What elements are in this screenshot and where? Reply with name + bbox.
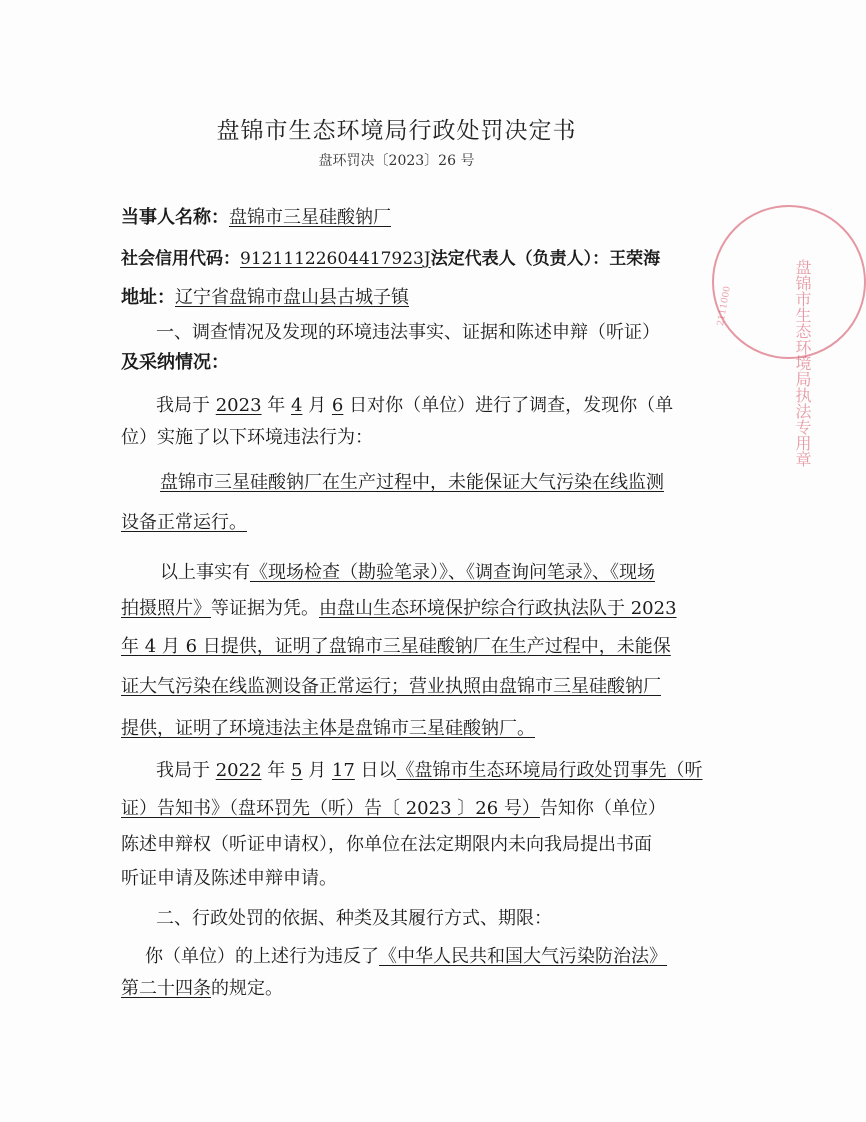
text-segment: 年 xyxy=(261,760,291,781)
legal-rep-label: 法定代表人（负责人）： xyxy=(430,249,610,269)
text-segment: 年 xyxy=(261,395,291,416)
address-line xyxy=(121,285,409,311)
notice-line2 xyxy=(121,796,666,822)
notice-day: 17 xyxy=(331,760,355,781)
evidence-line4: 证大气污染在线监测设备正常运行；营业执照由盘锦市三星硅酸钠厂 xyxy=(121,676,661,697)
investigation-line2: 位）实施了以下环境违法行为： xyxy=(121,427,373,448)
section2-tail: 的规定。 xyxy=(211,978,283,999)
evidence-prefix: 以上事实有 xyxy=(160,562,250,583)
notice-month: 5 xyxy=(291,760,303,781)
seal-text: 盘锦市生态环境局执法专用章 xyxy=(793,259,812,467)
official-seal xyxy=(712,205,866,467)
section1-heading-line1: 一、调查情况及发现的环境违法事实、证据和陈述申辩（听证） xyxy=(156,322,660,343)
notice-ref: （盘环罚先（听）告〔 2023 〕26 号） xyxy=(229,798,540,819)
text-segment: 日以 xyxy=(354,760,397,781)
credit-code-label: 社会信用代码： xyxy=(121,249,240,269)
text-segment: 我局于 xyxy=(156,760,216,781)
text-segment: 日对你（单位）进行了调查，发现你（单 xyxy=(343,395,674,416)
party-name-label: 当事人名称： xyxy=(121,207,229,228)
evidence-line3: 年 4 月 6 日提供，证明了盘锦市三星硅酸钠厂在生产过程中，未能保 xyxy=(121,636,671,657)
evidence-docs: 《现场检查（勘验笔录）》、《调查询问笔录》、《现场 xyxy=(250,562,655,583)
section1-heading xyxy=(156,320,660,346)
section2-line1 xyxy=(145,944,667,970)
section1-heading-line2: 及采纳情况： xyxy=(121,352,229,373)
investigation-line1 xyxy=(156,393,673,419)
credit-code: 91211122604417923J xyxy=(240,249,431,269)
party-name-line xyxy=(121,205,391,231)
address: 辽宁省盘锦市盘山县古城子镇 xyxy=(175,287,409,308)
text-segment: 月 xyxy=(302,760,332,781)
section2-heading: 二、行政处罚的依据、种类及其履行方式、期限： xyxy=(156,908,552,929)
investigation-day: 6 xyxy=(331,395,344,416)
credit-code-line xyxy=(121,246,660,272)
evidence-provider: 由盘山生态环境保护综合行政执法队于 2023 xyxy=(319,598,677,619)
notice-line3: 陈述申辩权（听证申请权），你单位在法定期限内未向我局提出书面 xyxy=(121,834,652,855)
legal-rep: 王荣海 xyxy=(609,249,661,269)
text-segment: 我局于 xyxy=(156,395,216,416)
violation-line1: 盘锦市三星硅酸钠厂在生产过程中，未能保证大气污染在线监测 xyxy=(160,472,664,493)
evidence-mid: 等证据为凭。 xyxy=(211,598,319,619)
document-number: 盘环罚决〔2023〕26 号 xyxy=(318,153,475,169)
investigation-month: 4 xyxy=(291,395,303,416)
evidence-line2 xyxy=(121,596,677,622)
evidence-line1 xyxy=(160,560,655,586)
notice-doc: 《盘锦市生态环境局行政处罚事先（听 xyxy=(396,760,703,781)
evidence-docs2: 拍摄照片》 xyxy=(121,598,211,619)
seal-number: 2111000 xyxy=(716,285,733,327)
investigation-year: 2023 xyxy=(215,395,262,416)
section2-text: 你（单位）的上述行为违反了 xyxy=(145,946,379,967)
notice-doc-tail: 证）告知书》 xyxy=(121,798,229,819)
section2-line2 xyxy=(121,976,283,1002)
evidence-line5: 提供，证明了环境违法主体是盘锦市三星硅酸钠厂。 xyxy=(121,718,535,739)
law-article: 第二十四条 xyxy=(121,978,211,999)
address-label: 地址： xyxy=(121,287,175,308)
notice-year: 2022 xyxy=(215,760,262,781)
law-name: 《中华人民共和国大气污染防治法》 xyxy=(379,946,667,967)
violation-line2: 设备正常运行。 xyxy=(121,512,247,533)
text-segment: 月 xyxy=(302,395,332,416)
document-title: 盘锦市生态环境局行政处罚决定书 xyxy=(216,118,577,144)
notice-tail: 告知你（单位） xyxy=(539,798,666,819)
party-name: 盘锦市三星硅酸钠厂 xyxy=(229,207,391,228)
notice-line4: 听证申请及陈述申辩申请。 xyxy=(121,868,337,889)
notice-line1 xyxy=(156,758,703,784)
